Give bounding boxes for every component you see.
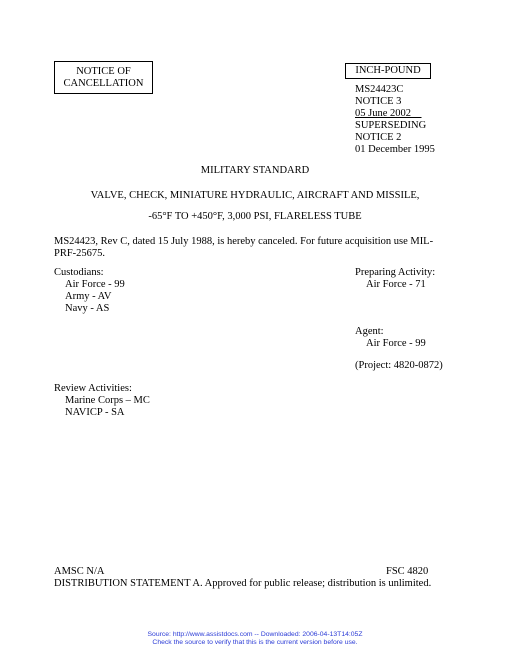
standard-heading: MILITARY STANDARD: [200, 165, 310, 176]
document-title: VALVE, CHECK, MINIATURE HYDRAULIC, AIRCRAFT AND MISSILE,: [90, 190, 420, 201]
distribution-statement: DISTRIBUTION STATEMENT A. Approved for public release; distribution is unlimited.: [54, 578, 432, 589]
doc-prev-notice: NOTICE 2: [355, 132, 402, 143]
notice-of-cancellation-box: [54, 61, 153, 94]
doc-superseding: SUPERSEDING: [355, 120, 427, 131]
doc-notice: NOTICE 3: [355, 96, 402, 107]
agent-value: Air Force - 99: [366, 338, 426, 349]
source-line: Source: http://www.assistdocs.com -- Downloaded: 2006-04-13T14:05Z: [147, 631, 363, 638]
notice-box-line1: NOTICE OF: [76, 66, 131, 77]
notice-box-line2: CANCELLATION: [63, 78, 144, 89]
preparing-activity-block: [355, 267, 435, 291]
preparing-activity-value: Air Force - 71: [366, 279, 426, 290]
doc-prev-date: 01 December 1995: [355, 144, 435, 155]
review-activities-block: [54, 383, 150, 419]
project-number: (Project: 4820-0872): [355, 360, 443, 371]
cancellation-statement: MS24423, Rev C, dated 15 July 1988, is hereby canceled. For future acquisition use MIL-PRF-25675.: [54, 236, 434, 259]
inch-pound-label: INCH-POUND: [355, 65, 421, 76]
review-activity-item: NAVICP - SA: [65, 407, 125, 418]
custodian-item: Navy - AS: [65, 303, 110, 314]
review-activities-heading: Review Activities:: [54, 383, 132, 394]
amsc-label: AMSC N/A: [54, 566, 105, 577]
doc-date: 05 June 2002: [355, 108, 411, 119]
verify-line: Check the source to verify that this is the current version before use.: [152, 639, 358, 646]
fsc-label: FSC 4820: [386, 566, 429, 577]
custodian-item: Army - AV: [65, 291, 112, 302]
custodians-block: [54, 267, 125, 315]
custodians-heading: Custodians:: [54, 267, 104, 278]
inch-pound-box: [345, 63, 431, 79]
agent-heading: Agent:: [355, 326, 384, 337]
review-activity-item: Marine Corps – MC: [65, 395, 150, 406]
custodian-item: Air Force - 99: [65, 279, 125, 290]
agent-block: [355, 326, 426, 350]
source-footer: [0, 631, 510, 647]
document-subtitle: -65°F TO +450°F, 3,000 PSI, FLARELESS TUBE: [148, 211, 362, 222]
doc-number: MS24423C: [355, 84, 404, 95]
preparing-activity-heading: Preparing Activity:: [355, 267, 436, 278]
document-identifier-block: [355, 84, 435, 156]
